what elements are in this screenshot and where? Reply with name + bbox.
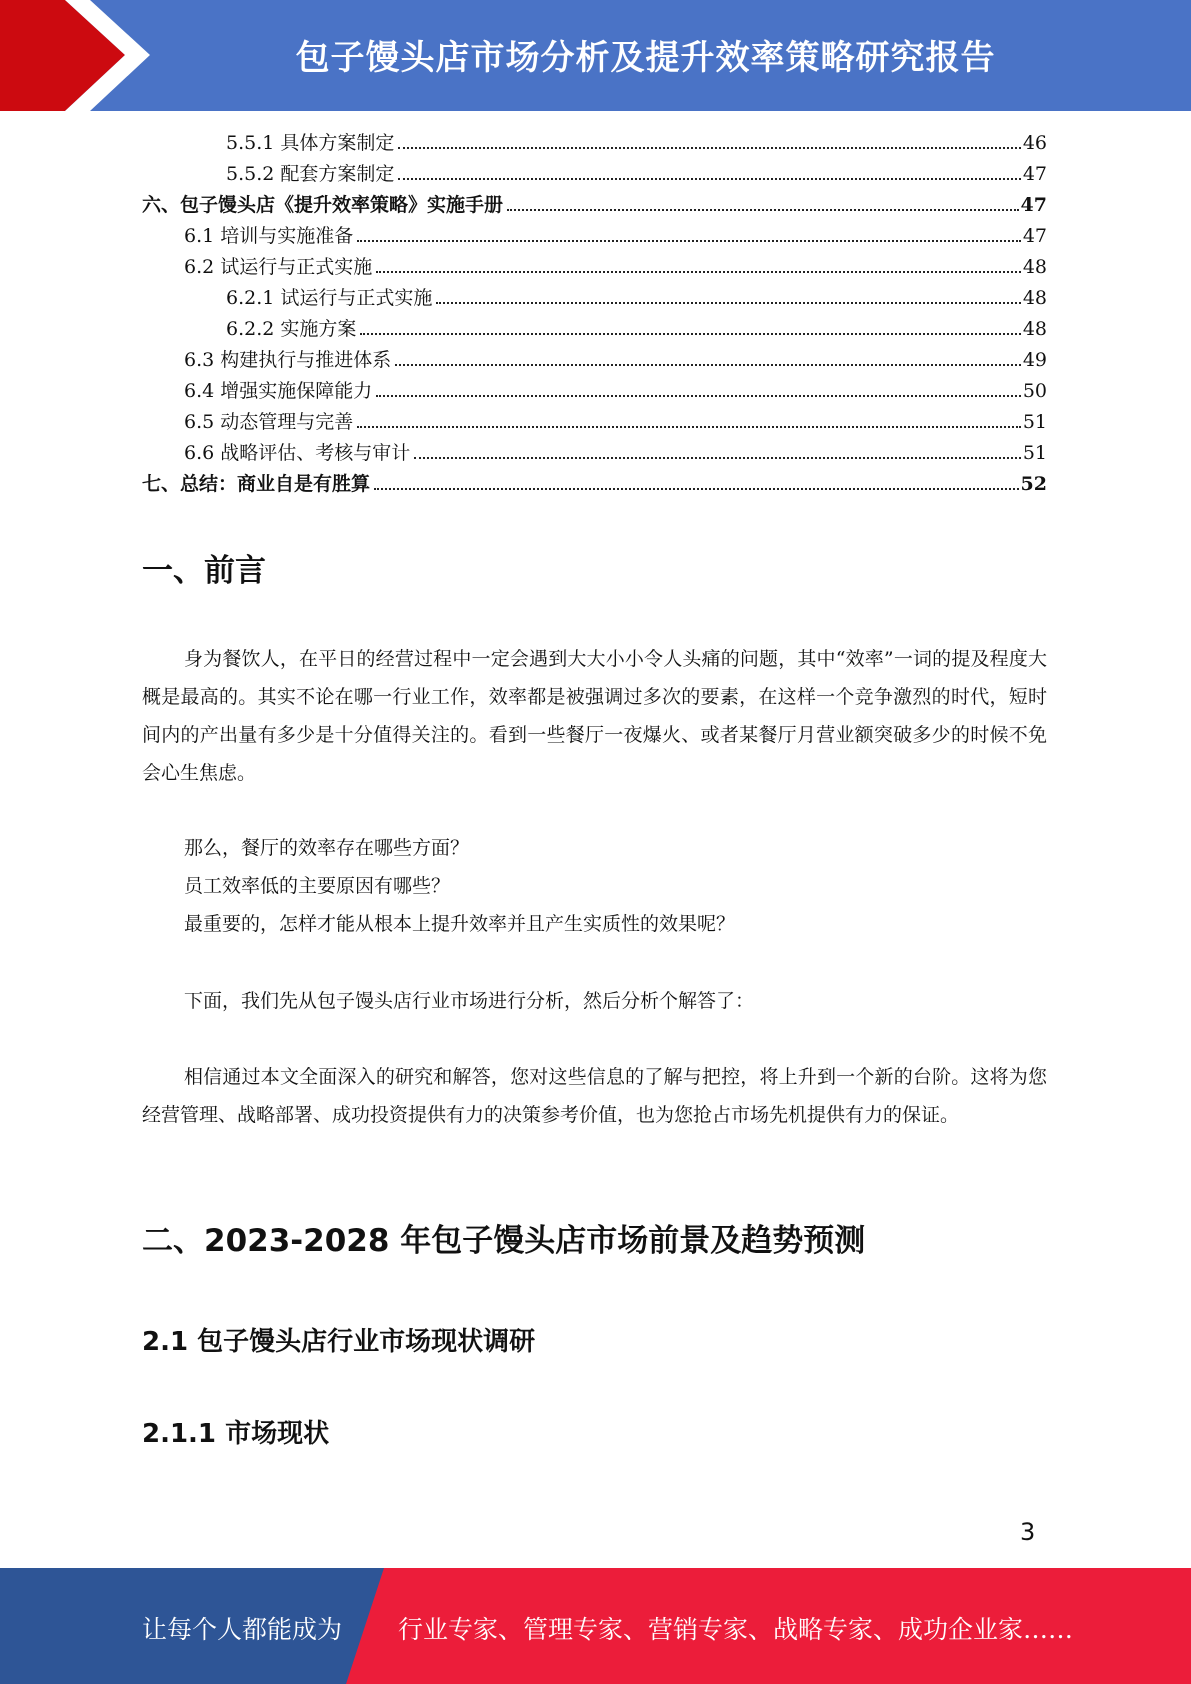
toc-entry-label: 6.2 试运行与正式实施: [184, 256, 373, 278]
page-number: 3: [1020, 1518, 1036, 1546]
toc-entry[interactable]: [142, 314, 1047, 345]
toc-entry[interactable]: [142, 221, 1047, 252]
toc-dot-leader: [376, 271, 1021, 273]
toc-entry-page: 47: [1022, 163, 1047, 185]
toc-dot-leader: [398, 147, 1020, 149]
page-header: [0, 0, 1191, 111]
toc-entry[interactable]: [142, 376, 1047, 407]
toc-entry[interactable]: [142, 438, 1047, 469]
toc-entry-label: 六、包子馒头店《提升效率策略》实施手册: [142, 194, 504, 216]
toc-entry-page: 51: [1022, 411, 1047, 433]
intro-paragraph: 身为餐饮人，在平日的经营过程中一定会遇到大大小小令人头痛的问题，其中“效率”一词的提及程度大概是最高的。其实不论在哪一行业工作，效率都是被强调过多次的要素，在这样一个竞争激烈的时代，短时间内的产出量有多少是十分值得关注的。看到一些餐厅一夜爆火、或者某餐厅月营业额突破多少的时候不免会心生焦虑。: [142, 648, 1047, 784]
toc-entry-label: 6.6 战略评估、考核与审计: [184, 442, 411, 464]
toc-entry[interactable]: [142, 469, 1047, 500]
section-heading: 二、2023-2028 年包子馒头店市场前景及趋势预测: [142, 1223, 866, 1259]
toc-entry-label: 七、总结：商业自是有胜算: [142, 473, 371, 495]
question-1: 那么，餐厅的效率存在哪些方面？: [184, 837, 470, 859]
section-heading: 一、前言: [142, 553, 266, 589]
toc-entry-page: 52: [1020, 473, 1047, 495]
toc-entry[interactable]: [142, 407, 1047, 438]
toc-entry-label: 6.1 培训与实施准备: [184, 225, 354, 247]
toc-entry[interactable]: [142, 345, 1047, 376]
question-2: 员工效率低的主要原因有哪些？: [184, 875, 451, 897]
toc-entry[interactable]: [142, 159, 1047, 190]
toc-entry-label: 6.4 增强实施保障能力: [184, 380, 373, 402]
transition-paragraph: 下面，我们先从包子馒头店行业市场进行分析，然后分析个解答了：: [184, 990, 755, 1012]
question-3: 最重要的，怎样才能从根本上提升效率并且产生实质性的效果呢？: [184, 913, 736, 935]
toc-entry[interactable]: [142, 128, 1047, 159]
toc-dot-leader: [376, 395, 1021, 397]
toc-entry-page: 51: [1022, 442, 1047, 464]
toc-entry-page: 50: [1022, 380, 1047, 402]
table-of-contents: [142, 128, 1047, 500]
toc-entry-page: 47: [1020, 194, 1047, 216]
toc-entry-label: 6.3 构建执行与推进体系: [184, 349, 392, 371]
toc-entry-page: 47: [1022, 225, 1047, 247]
toc-dot-leader: [357, 426, 1021, 428]
toc-entry-label: 6.2.2 实施方案: [226, 318, 357, 340]
toc-entry-label: 5.5.1 具体方案制定: [226, 132, 395, 154]
toc-dot-leader: [507, 209, 1019, 211]
header-title: 包子馒头店市场分析及提升效率策略研究报告: [295, 38, 996, 78]
page-footer: [0, 1568, 1191, 1684]
closing-paragraph: 相信通过本文全面深入的研究和解答，您对这些信息的了解与把控，将上升到一个新的台阶。这将为您经营管理、战略部署、成功投资提供有力的决策参考价值，也为您抢占市场先机提供有力的保证。: [142, 1066, 1047, 1126]
toc-entry-label: 6.2.1 试运行与正式实施: [226, 287, 433, 309]
toc-entry-page: 48: [1022, 287, 1047, 309]
toc-entry-page: 48: [1022, 256, 1047, 278]
toc-dot-leader: [360, 333, 1020, 335]
subsubsection-heading: 2.1.1 市场现状: [142, 1419, 330, 1449]
toc-entry[interactable]: [142, 190, 1047, 221]
toc-entry-label: 6.5 动态管理与完善: [184, 411, 354, 433]
footer-slogan-left: 让每个人都能成为: [142, 1615, 343, 1644]
toc-entry-page: 48: [1022, 318, 1047, 340]
toc-dot-leader: [398, 178, 1020, 180]
toc-dot-leader: [414, 457, 1021, 459]
toc-entry-page: 49: [1022, 349, 1047, 371]
toc-dot-leader: [374, 488, 1019, 490]
toc-entry-label: 5.5.2 配套方案制定: [226, 163, 395, 185]
subsection-heading: 2.1 包子馒头店行业市场现状调研: [142, 1327, 536, 1357]
footer-slogan-right: 行业专家、管理专家、营销专家、战略专家、成功企业家……: [398, 1615, 1074, 1644]
toc-dot-leader: [357, 240, 1021, 242]
toc-entry-page: 46: [1022, 132, 1047, 154]
toc-entry[interactable]: [142, 283, 1047, 314]
toc-dot-leader: [436, 302, 1020, 304]
toc-dot-leader: [395, 364, 1021, 366]
toc-entry[interactable]: [142, 252, 1047, 283]
